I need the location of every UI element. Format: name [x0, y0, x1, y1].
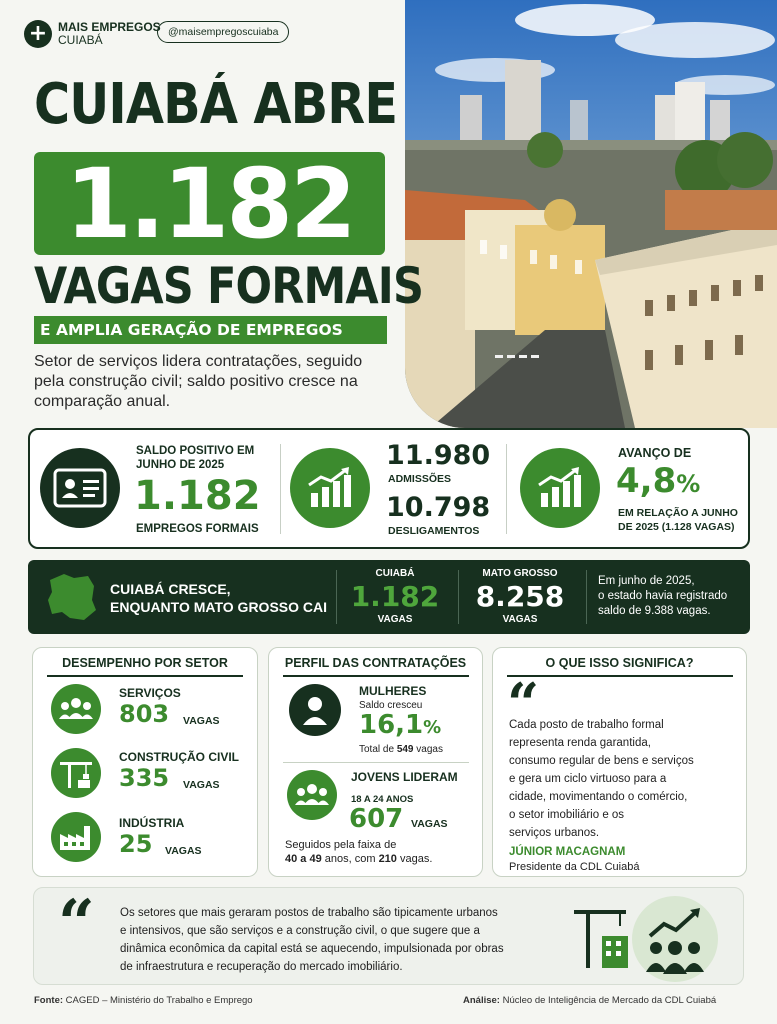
factory-icon — [51, 812, 101, 862]
dismissals-label: DESLIGAMENTOS — [388, 525, 480, 537]
divider — [586, 570, 587, 624]
lead-text: Setor de serviços lidera contratações, seguido pela construção civil; saldo positivo cresce na comparação anual. — [34, 353, 363, 410]
plus-icon: + — [24, 20, 52, 48]
sector-unit: VAGAS — [165, 845, 202, 857]
people-group-icon — [51, 684, 101, 734]
brand-name — [58, 21, 161, 47]
youth-note-count: 210 — [378, 853, 397, 865]
meaning-line: consumo regular de bens e serviços — [509, 755, 694, 767]
youth-note — [285, 838, 432, 866]
sector-unit: VAGAS — [183, 715, 220, 727]
divider — [506, 444, 507, 534]
meaning-card — [492, 647, 747, 877]
source-footer — [34, 995, 253, 1006]
growth-value — [616, 461, 701, 501]
meaning-line: Cada posto de trabalho formal — [509, 719, 664, 731]
saldo-caption: EMPREGOS FORMAIS — [136, 523, 259, 535]
headline-number: 1.182 — [65, 147, 354, 260]
youth-note-mid: anos, com — [321, 853, 379, 865]
women-total — [359, 744, 443, 755]
women-title: MULHERES — [359, 684, 427, 698]
quote-text — [120, 904, 504, 976]
cuiaba-unit: VAGAS — [377, 614, 413, 625]
women-total-suffix: vagas — [413, 744, 443, 755]
profile-card — [268, 647, 483, 877]
youth-age: 18 A 24 ANOS — [351, 794, 414, 805]
youth-note-line2 — [285, 852, 432, 866]
youth-value: 607 — [349, 804, 404, 834]
social-handle[interactable]: @maisempregoscuiaba — [157, 21, 289, 43]
band-title-line1: CUIABÁ CRESCE, — [110, 581, 231, 597]
cuiaba-label: CUIABÁ — [375, 568, 415, 579]
card-rule — [507, 675, 733, 677]
band-note — [598, 574, 727, 619]
meaning-line: representa renda garantida, — [509, 737, 651, 749]
women-total-prefix: Total de — [359, 744, 397, 755]
source-text: CAGED – Ministério do Trabalho e Emprego — [63, 995, 253, 1006]
analysis-label: Análise: — [463, 995, 500, 1006]
sector-name: CONSTRUÇÃO CIVIL — [119, 750, 239, 764]
divider — [280, 444, 281, 534]
stats-strip — [28, 428, 750, 549]
women-sub: Saldo cresceu — [359, 700, 423, 711]
card-rule — [47, 675, 243, 677]
youth-note-end: vagas. — [396, 853, 433, 865]
saldo-label — [136, 444, 254, 472]
sector-name: INDÚSTRIA — [119, 816, 185, 830]
dismissals-value: 10.798 — [386, 492, 491, 523]
meaning-text — [509, 716, 694, 842]
meaning-line: o setor imobiliário e os — [509, 809, 625, 821]
quote-box — [33, 887, 744, 985]
brand-name-line2: CUIABÁ — [58, 33, 103, 47]
sector-value: 335 — [119, 764, 170, 792]
brand-name-line1: MAIS EMPREGOS — [58, 20, 161, 34]
saldo-label-line2: JUNHO DE 2025 — [136, 459, 225, 471]
sector-value: 803 — [119, 700, 170, 728]
meaning-role: Presidente da CDL Cuiabá — [509, 861, 640, 873]
meaning-title: O QUE ISSO SIGNIFICA? — [545, 656, 694, 670]
card-rule — [283, 675, 469, 677]
mt-label: MATO GROSSO — [482, 568, 558, 579]
headline-subtitle: E AMPLIA GERAÇÃO DE EMPREGOS — [34, 316, 387, 344]
quote-icon: “ — [58, 886, 95, 961]
quote-line: dinâmica econômica da capital está se aquecendo, impulsionada por obras — [120, 943, 504, 955]
profile-title: PERFIL DAS CONTRATAÇÕES — [284, 656, 467, 670]
headline-line3: VAGAS FORMAIS — [34, 257, 424, 315]
youth-title: JOVENS LIDERAM — [351, 770, 458, 784]
saldo-label-line1: SALDO POSITIVO EM — [136, 445, 255, 457]
brand — [24, 20, 161, 48]
quote-line: e intensivos, que são serviços e a construção civil, o que sugere que a — [120, 925, 480, 937]
band-note-line2: o estado havia registrado — [598, 590, 728, 602]
growth-chart-icon — [290, 448, 370, 528]
growth-caption-line1: EM RELAÇÃO A JUNHO — [618, 507, 738, 519]
quote-icon: “ — [507, 671, 540, 737]
sector-unit: VAGAS — [183, 779, 220, 791]
divider — [283, 762, 469, 763]
meaning-author: JÚNIOR MACAGNAM — [509, 846, 626, 858]
quote-line: Os setores que mais geraram postos de trabalho são tipicamente urbanos — [120, 907, 498, 919]
analysis-text: Núcleo de Inteligência de Mercado da CDL Cuiabá — [499, 995, 717, 1006]
band-note-line1: Em junho de 2025, — [598, 575, 695, 587]
youth-group-icon — [287, 770, 337, 820]
woman-icon — [289, 684, 341, 736]
city-photo — [405, 0, 777, 428]
headline-line1: CUIABÁ ABRE — [34, 72, 398, 137]
growth-value-unit: % — [676, 470, 701, 498]
crane-building-icon — [572, 906, 632, 970]
youth-note-range: 40 a 49 — [285, 853, 322, 865]
headline-number-box — [34, 147, 385, 260]
band-note-line3: saldo de 9.388 vagas. — [598, 605, 711, 617]
growth-caption-line2: DE 2025 (1.128 VAGAS) — [618, 521, 735, 533]
quote-line: de infraestrutura e recuperação do mercado imobiliário. — [120, 961, 403, 973]
source-label: Fonte: — [34, 995, 64, 1006]
growth-label: AVANÇO DE — [618, 446, 692, 460]
mato-grosso-map-icon — [44, 570, 98, 624]
mt-value: 8.258 — [475, 580, 565, 613]
women-value-unit: % — [423, 717, 442, 738]
cuiaba-value: 1.182 — [350, 580, 440, 613]
admissions-value: 11.980 — [386, 440, 491, 471]
sectors-title: DESEMPENHO POR SETOR — [62, 656, 228, 670]
sectors-card — [32, 647, 258, 877]
growth-caption — [618, 506, 738, 534]
growth-people-icon — [632, 896, 718, 982]
meaning-line: cidade, movimentando o comércio, — [509, 791, 688, 803]
youth-unit: VAGAS — [411, 818, 448, 830]
id-card-icon — [40, 448, 120, 528]
sector-value: 25 — [119, 830, 153, 858]
women-total-value: 549 — [396, 744, 414, 755]
band-title — [110, 580, 327, 616]
youth-note-line1: Seguidos pela faixa de — [285, 839, 397, 851]
growth-value-number: 4,8 — [616, 461, 677, 501]
mt-unit: VAGAS — [502, 614, 538, 625]
growth-chart-icon — [520, 448, 600, 528]
crane-icon — [51, 748, 101, 798]
women-value-number: 16,1 — [359, 710, 424, 740]
women-value — [359, 712, 441, 738]
admissions-label: ADMISSÕES — [388, 473, 452, 485]
meaning-line: e gera um ciclo virtuoso para a — [509, 773, 667, 785]
band-title-line2: ENQUANTO MATO GROSSO CAI — [110, 599, 328, 615]
comparison-band — [28, 560, 750, 634]
saldo-value: 1.182 — [134, 473, 261, 519]
analysis-footer — [463, 995, 716, 1006]
meaning-line: serviços urbanos. — [509, 827, 600, 839]
sector-name: SERVIÇOS — [119, 686, 181, 700]
